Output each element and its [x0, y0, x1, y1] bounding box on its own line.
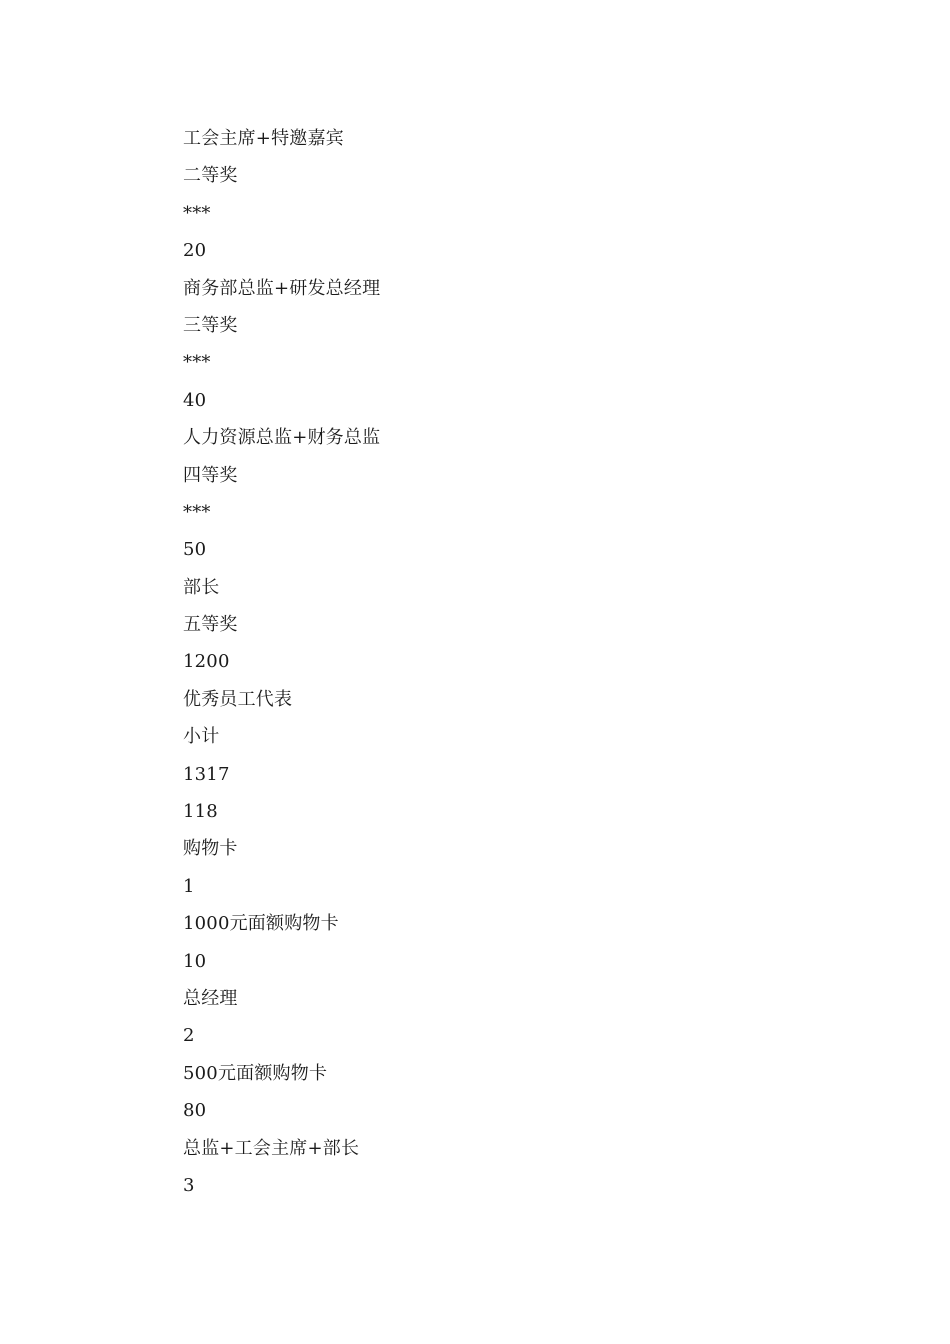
text-line: 40 [183, 389, 207, 411]
text-line: 购物卡 [183, 838, 238, 860]
text-line: 小计 [183, 726, 220, 748]
text-line: 20 [183, 240, 207, 262]
text-line: 总监+工会主席+部长 [183, 1137, 360, 1159]
text-line: 工会主席+特邀嘉宾 [183, 128, 344, 149]
text-line: 1200 [183, 651, 230, 673]
document-text-lines [183, 120, 380, 1204]
text-line: 四等奖 [183, 464, 238, 486]
text-line: 优秀员工代表 [183, 688, 293, 710]
text-line: 1317 [183, 763, 230, 785]
text-line: 二等奖 [183, 165, 238, 187]
text-line: 部长 [183, 576, 220, 598]
text-line: 五等奖 [183, 614, 238, 636]
text-line: 总经理 [183, 987, 238, 1009]
text-line: 商务部总监+研发总经理 [183, 277, 381, 299]
text-line: *** [183, 202, 211, 224]
text-line: 3 [183, 1174, 195, 1196]
text-line: *** [183, 501, 211, 523]
text-line: 10 [183, 950, 207, 972]
text-line: *** [183, 352, 211, 374]
text-line: 1000元面额购物卡 [183, 913, 339, 935]
text-line: 118 [183, 801, 218, 823]
text-line: 80 [183, 1100, 207, 1122]
text-line: 500元面额购物卡 [183, 1062, 328, 1084]
text-line: 人力资源总监+财务总监 [183, 427, 381, 449]
text-line: 1 [183, 875, 195, 897]
text-line: 三等奖 [183, 314, 238, 336]
text-line: 50 [183, 539, 207, 561]
text-line: 2 [183, 1025, 195, 1047]
